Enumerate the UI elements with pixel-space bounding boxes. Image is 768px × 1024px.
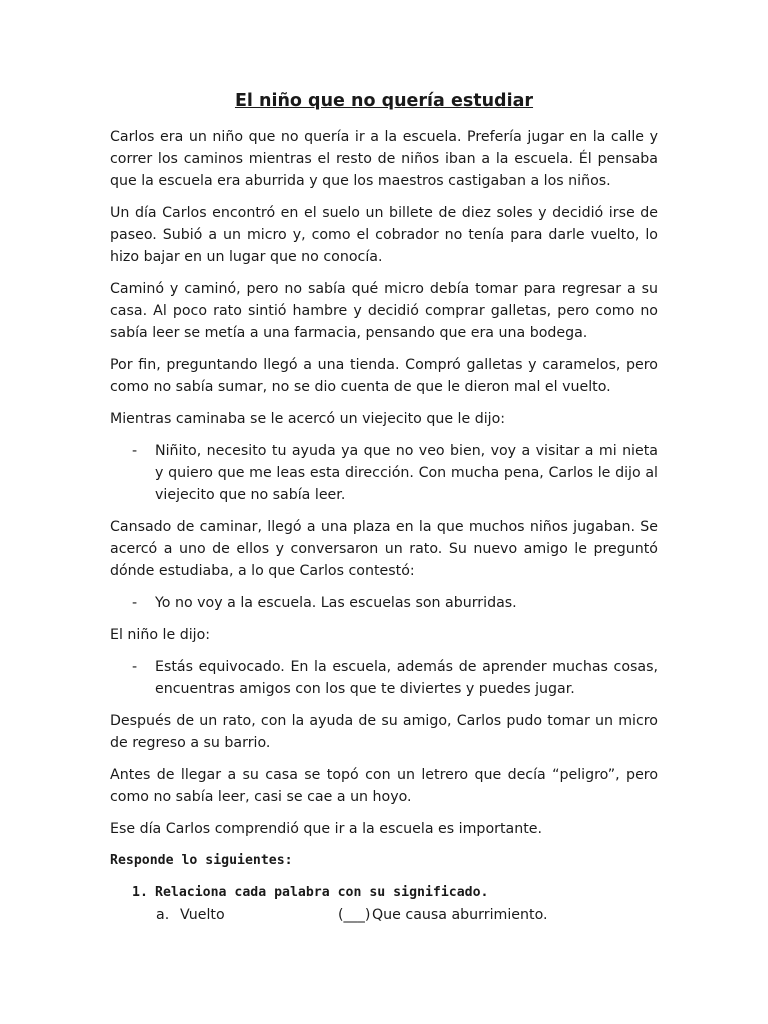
- questions-heading: Responde lo siguientes:: [110, 853, 293, 868]
- question-number: 1.: [132, 885, 148, 900]
- dialogue-text: Niñito, necesito tu ayuda ya que no veo bien, voy a visitar a mi nieta y quiero que me leas esta dirección. Con mucha pena, Carlos le dijo al viejecito que no sabía leer.: [155, 443, 658, 503]
- match-item: [110, 904, 658, 926]
- paragraph-6: Cansado de caminar, llegó a una plaza en la que muchos niños jugaban. Se acercó a uno de ellos y conversaron un rato. Su nuevo amigo le preguntó dónde estudiaba, a lo que Carlos contestó:: [110, 519, 658, 579]
- dialogue-line-2: [110, 592, 658, 614]
- dash-marker: -: [132, 443, 138, 459]
- paragraph-2: Un día Carlos encontró en el suelo un billete de diez soles y decidió irse de paseo. Subió a un micro y, como el cobrador no tenía para darle vuelto, lo hizo bajar en un lugar que no conocía.: [110, 205, 658, 265]
- paragraph-5: Mientras caminaba se le acercó un viejecito que le dijo:: [110, 411, 506, 427]
- paragraph-1: Carlos era un niño que no quería ir a la escuela. Prefería jugar en la calle y correr los caminos mientras el resto de niños iban a la escuela. Él pensaba que la escuela era aburrida y que los maestros castigaban a los niños.: [110, 129, 658, 189]
- question-text: Relaciona cada palabra con su significado.: [155, 885, 489, 900]
- dialogue-text: Estás equivocado. En la escuela, además de aprender muchas cosas, encuentras amigos con los que te diviertes y puedes jugar.: [155, 659, 658, 697]
- match-item-definition: Que causa aburrimiento.: [372, 907, 548, 923]
- dialogue-line-1: [110, 440, 658, 506]
- paragraph-10: Ese día Carlos comprendió que ir a la escuela es importante.: [110, 821, 543, 837]
- match-item-letter: a.: [156, 907, 170, 923]
- paragraph-3: Caminó y caminó, pero no sabía qué micro debía tomar para regresar a su casa. Al poco rato sintió hambre y decidió comprar galletas, pero como no sabía leer se metía a una farmacia, pensando que era una bodega.: [110, 281, 658, 341]
- document-title: El niño que no quería estudiar: [234, 91, 534, 111]
- dialogue-line-3: [110, 656, 658, 700]
- question-1: [110, 882, 658, 904]
- match-item-word: Vuelto: [180, 907, 225, 923]
- paragraph-8: Después de un rato, con la ayuda de su amigo, Carlos pudo tomar un micro de regreso a su barrio.: [110, 713, 658, 751]
- paragraph-9: Antes de llegar a su casa se topó con un letrero que decía “peligro”, pero como no sabía leer, casi se cae a un hoyo.: [110, 767, 658, 805]
- dash-marker: -: [132, 595, 138, 611]
- paragraph-4: Por fin, preguntando llegó a una tienda. Compró galletas y caramelos, pero como no sabía sumar, no se dio cuenta de que le dieron mal el vuelto.: [110, 357, 658, 395]
- dialogue-text: Yo no voy a la escuela. Las escuelas son aburridas.: [155, 595, 517, 611]
- paragraph-7: El niño le dijo:: [110, 627, 211, 643]
- match-item-blank: (___): [338, 907, 371, 923]
- dash-marker: -: [132, 659, 138, 675]
- document-page: [110, 88, 658, 926]
